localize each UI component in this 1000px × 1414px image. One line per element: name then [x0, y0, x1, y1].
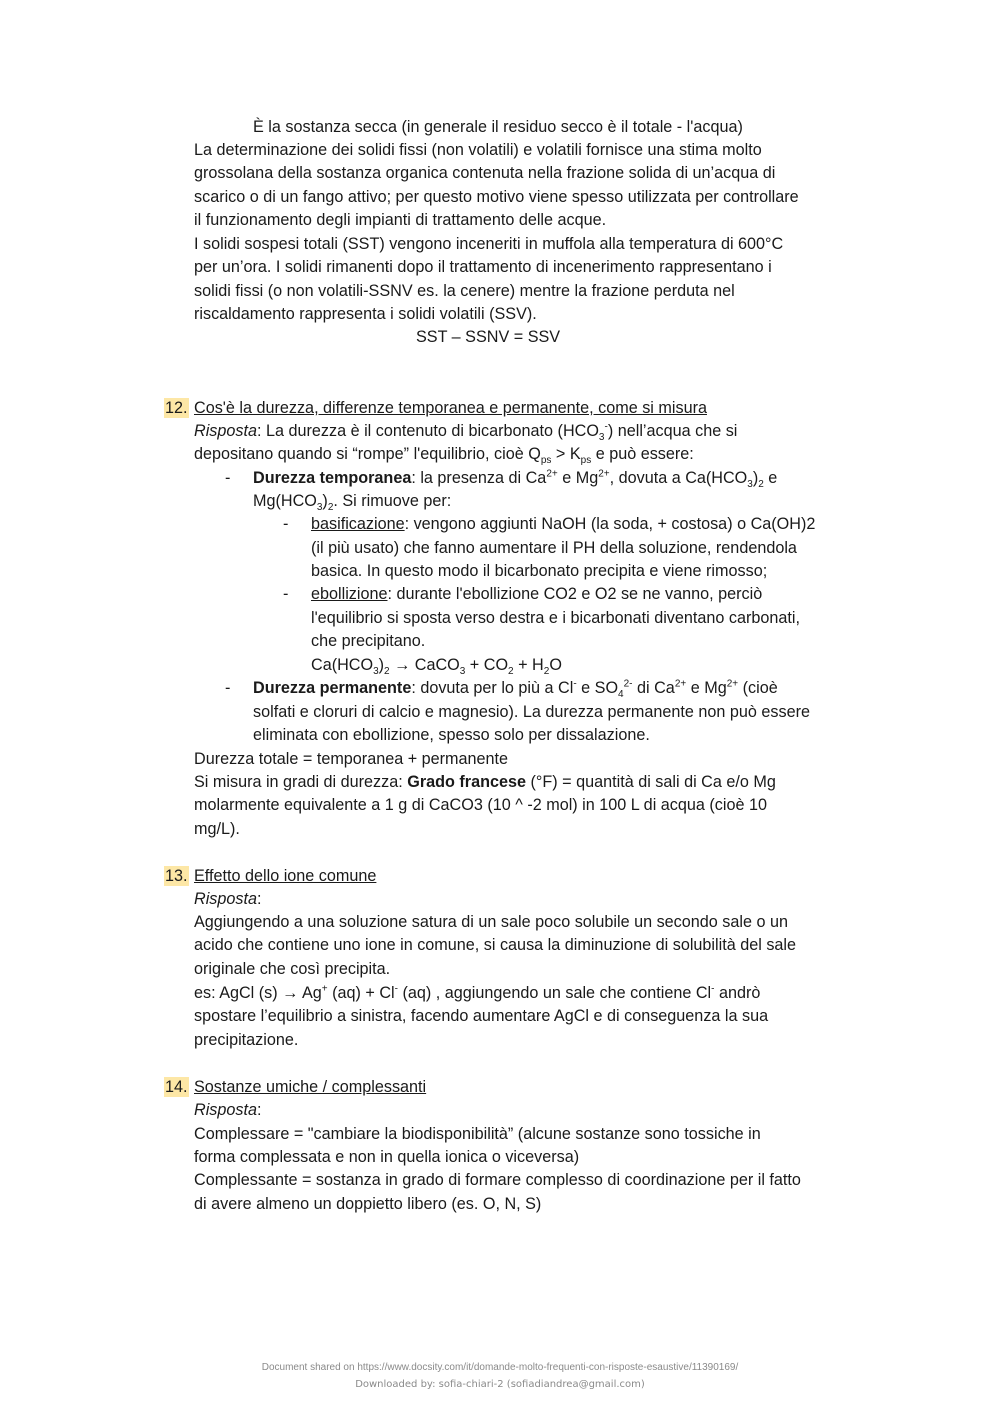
answer-line: Aggiungendo a una soluzione satura di un sale poco solubile un secondo sale o un	[194, 913, 788, 931]
subscript: 2	[508, 666, 514, 678]
subscript: 3	[373, 666, 379, 678]
text: )	[378, 656, 385, 674]
ebollizione-label: ebollizione	[311, 585, 388, 603]
text: ) nell’acqua che si	[607, 422, 738, 440]
text: )	[752, 469, 759, 487]
text: → CaCO	[389, 656, 460, 674]
text: es: AgCl (s) → Ag	[194, 984, 322, 1002]
answer-line	[194, 889, 261, 909]
bullet-dash: -	[225, 469, 231, 487]
text: : durante l'ebollizione CO2 e O2 se ne vanno, perciò	[387, 585, 763, 603]
question-number: 14.	[165, 1078, 188, 1096]
text: + H	[513, 656, 544, 674]
text: Si misura in gradi di durezza:	[194, 773, 408, 791]
reaction-equation	[311, 655, 562, 678]
temporanea-label: Durezza temporanea	[253, 469, 412, 487]
intro-line: riscaldamento rappresenta i solidi volatili (SSV).	[194, 305, 537, 323]
ebollizione-line	[311, 584, 762, 604]
text: depositano quando si “rompe” l'equilibrio, cioè Q	[194, 445, 541, 463]
answer-line: precipitazione.	[194, 1031, 299, 1049]
question-number: 12.	[165, 399, 188, 417]
footer-downloaded-by: Downloaded by: sofia-chiari-2 (sofiadiandrea@gmail.com)	[355, 1379, 645, 1390]
text: e SO	[576, 679, 619, 697]
superscript: -	[604, 421, 608, 433]
basificazione-label: basificazione	[311, 515, 405, 533]
text: )	[322, 492, 328, 510]
answer-line: Durezza totale = temporanea + permanente	[194, 750, 509, 768]
intro-line: scarico o di un fango attivo; per questo motivo viene spesso utilizzata per controllare	[194, 188, 799, 206]
text: e	[763, 469, 778, 487]
intro-line: il funzionamento degli impianti di trattamento delle acque.	[194, 211, 607, 229]
text: : la presenza di Ca	[411, 469, 547, 487]
basificazione-line: basica. In questo modo il bicarbonato precipita e viene rimosso;	[311, 562, 768, 580]
ebollizione-line: che precipitano.	[311, 632, 426, 650]
intro-line: La determinazione dei solidi fissi (non volatili) e volatili fornisce una stima molto	[194, 141, 762, 159]
superscript: 2+	[546, 468, 558, 480]
intro-line: I solidi sospesi totali (SST) vengono inceneriti in muffola alla temperatura di 600°C	[194, 235, 784, 253]
answer-line	[194, 444, 694, 467]
subscript: ps	[580, 455, 592, 467]
text: Mg(HCO	[253, 492, 317, 510]
superscript: -	[573, 678, 577, 690]
answer-line: Complessante = sostanza in grado di formare complesso di coordinazione per il fatto	[194, 1171, 801, 1189]
text: > K	[551, 445, 581, 463]
subscript: 3	[459, 666, 466, 678]
answer-line: spostare l’equilibrio a sinistra, facendo aumentare AgCl e di conseguenza la sua	[194, 1007, 769, 1025]
text: :	[256, 1101, 262, 1119]
subscript: 4	[618, 689, 624, 701]
text: di Ca	[632, 679, 675, 697]
answer-line	[194, 772, 776, 792]
bullet-dash: -	[283, 515, 289, 533]
text: . Si rimuove per:	[333, 492, 452, 510]
text: (aq) + Cl	[327, 984, 395, 1002]
permanente-line: eliminata con ebollizione, spesso solo per dissalazione.	[253, 726, 650, 744]
text: : dovuta per lo più a Cl	[411, 679, 574, 697]
answer-line	[194, 983, 760, 1003]
question-title: Sostanze umiche / complessanti	[194, 1078, 427, 1096]
basificazione-line: (il più usato) che fanno aumentare il PH della soluzione, rendendola	[311, 539, 797, 557]
subscript: 2	[758, 479, 764, 491]
answer-line: Complessare = "cambiare la biodisponibilità” (alcune sostanze sono tossiche in	[194, 1125, 761, 1143]
superscript: -	[394, 983, 398, 995]
text: (cioè	[738, 679, 778, 697]
superscript: 2+	[598, 468, 610, 480]
permanente-label: Durezza permanente	[253, 679, 412, 697]
subscript: 3	[598, 432, 605, 444]
answer-line: forma complessata e non in quella ionica o viceversa)	[194, 1148, 580, 1166]
grado-francese-label: Grado francese	[407, 773, 526, 791]
ebollizione-line: l'equilibrio si sposta verso destra e i bicarbonati diventano carbonati,	[311, 609, 800, 627]
answer-line: molarmente equivalente a 1 g di CaCO3 (10 ^ -2 mol) in 100 L di acqua (cioè 10	[194, 796, 767, 814]
intro-line: È la sostanza secca (in generale il residuo secco è il totale - l'acqua)	[253, 118, 743, 136]
subscript: 2	[327, 502, 334, 514]
text: (°F) = quantità di sali di Ca e/o Mg	[526, 773, 776, 791]
answer-line	[194, 421, 738, 444]
text: :	[256, 890, 262, 908]
bullet-dash: -	[225, 679, 231, 697]
text: + CO	[465, 656, 509, 674]
text: andrò	[714, 984, 761, 1002]
intro-line: per un’ora. I solidi rimanenti dopo il trattamento di incenerimento rappresentano i	[194, 258, 772, 276]
text: : La durezza è il contenuto di bicarbonato (HCO	[256, 422, 599, 440]
question-title: Effetto dello ione comune	[194, 867, 377, 885]
subscript: 3	[316, 502, 323, 514]
subscript: ps	[540, 455, 552, 467]
answer-label: Risposta	[194, 422, 257, 440]
answer-line: originale che così precipita.	[194, 960, 391, 978]
question-number: 13.	[165, 867, 188, 885]
basificazione-line	[311, 514, 815, 534]
superscript: -	[711, 983, 715, 995]
subscript: 2	[543, 666, 550, 678]
bullet-dash: -	[283, 585, 289, 603]
question-title: Cos'è la durezza, differenze temporanea e permanente, come si misura	[194, 399, 707, 417]
superscript: 2-	[623, 678, 633, 690]
temporanea-line	[253, 468, 778, 491]
text: (aq) , aggiungendo un sale che contiene Cl	[397, 984, 712, 1002]
subscript: 2	[384, 666, 390, 678]
superscript: 2+	[674, 678, 687, 690]
intro-formula: SST – SSNV = SSV	[416, 328, 561, 346]
intro-line: solidi fissi (o non volatili-SSNV es. la cenere) mentre la frazione perduta nel	[194, 282, 735, 300]
text: : vengono aggiunti NaOH (la soda, + costosa) o Ca(OH)2	[404, 515, 816, 533]
answer-line: mg/L).	[194, 820, 240, 838]
answer-label: Risposta	[194, 890, 257, 908]
temporanea-line	[253, 491, 452, 514]
text: e può essere:	[591, 445, 694, 463]
text: O	[549, 656, 562, 674]
text: Ca(HCO	[311, 656, 374, 674]
answer-line	[194, 1100, 261, 1120]
text: e Mg	[686, 679, 727, 697]
answer-line: acido che contiene uno ione in comune, si causa la diminuzione di solubilità del sale	[194, 936, 797, 954]
answer-line: di avere almeno un doppietto libero (es. O, N, S)	[194, 1195, 542, 1213]
footer-shared-link[interactable]: Document shared on https://www.docsity.com/it/domande-molto-frequenti-con-risposte-esaustive/11390169/	[261, 1362, 739, 1373]
subscript: 3	[747, 479, 753, 491]
text: , dovuta a Ca(HCO	[609, 469, 748, 487]
superscript: 2+	[726, 678, 739, 690]
permanente-line: solfati e cloruri di calcio e magnesio). La durezza permanente non può essere	[253, 703, 810, 721]
answer-label: Risposta	[194, 1101, 257, 1119]
text: e Mg	[557, 469, 599, 487]
intro-line: grossolana della sostanza organica contenuta nella frazione solida di un’acqua di	[194, 164, 776, 182]
permanente-line	[253, 678, 778, 701]
superscript: +	[321, 983, 328, 995]
